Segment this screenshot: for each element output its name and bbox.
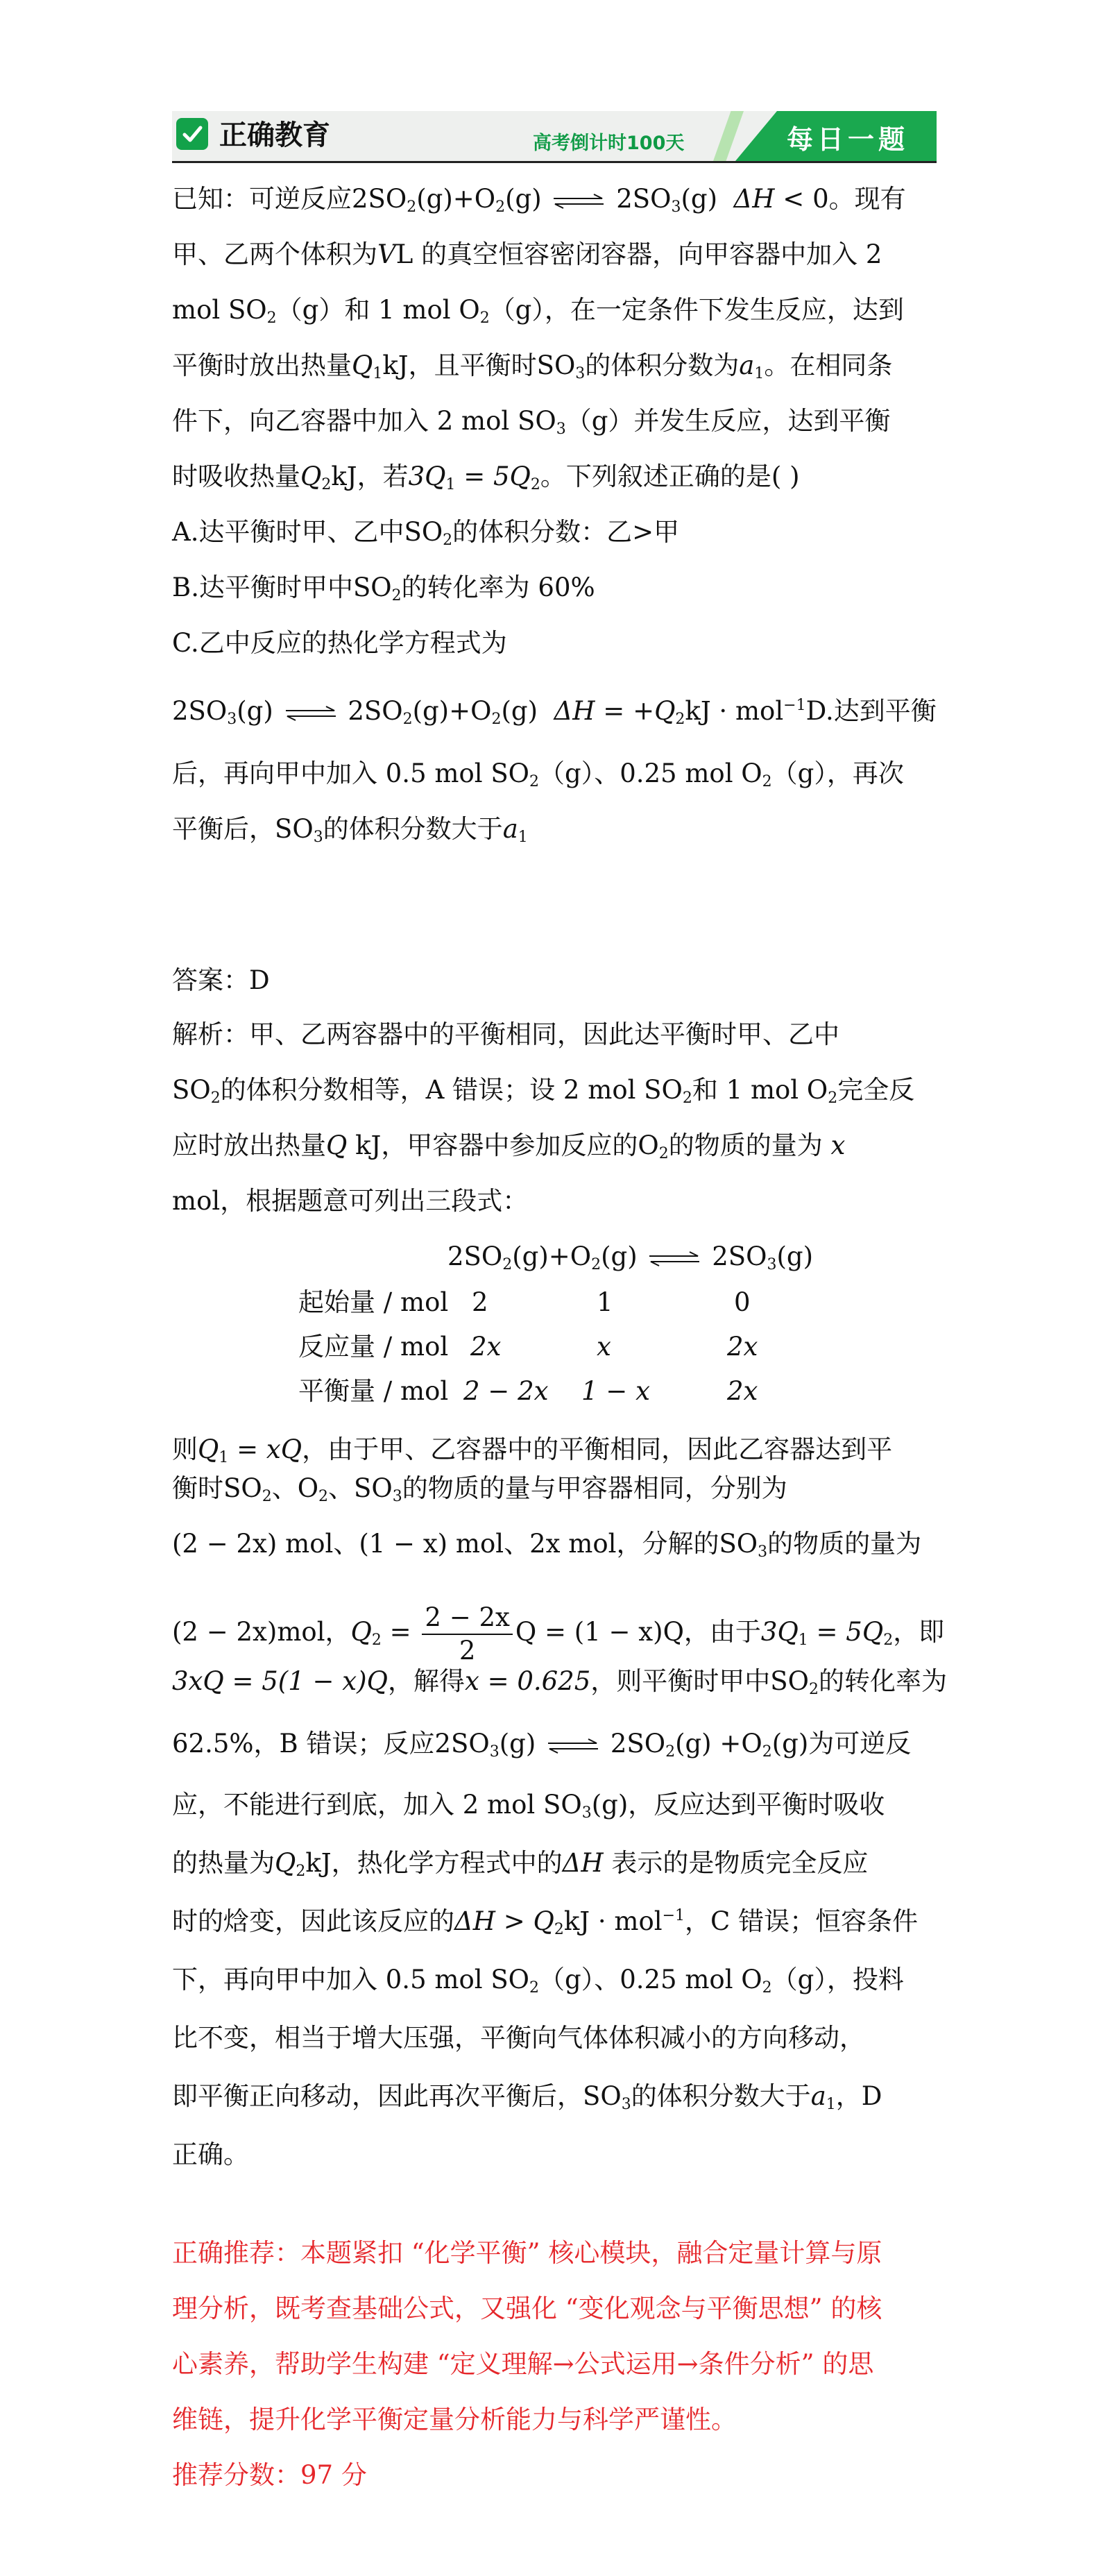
question-line-2: 甲、乙两个体积为VL 的真空恒容密闭容器，向甲容器中加入 2: [172, 239, 882, 269]
brand-name: 正确教育: [219, 119, 330, 151]
analysis-line-16: 即平衡正向移动，因此再次平衡后，$SO_3$的体积分数大于$a_1$，D: [172, 2081, 882, 2113]
analysis-line-9: 3xQ = 5(1 − x)Q，解得x = 0.625，则平衡时甲中$SO_2$的转化率为: [172, 1666, 947, 1698]
fraction: $\frac{2 - 2x}{2}$: [422, 1602, 512, 1667]
question-line-3: mol $SO_2(g)$和 1 mol $O_2(g)$，在一定条件下发生反应，达到: [172, 295, 904, 327]
header-bar: [172, 111, 937, 163]
analysis-line-2: $SO_2$的体积分数相等，A 错误；设 2 mol $SO_2$和 1 mol $O_2$完全反: [172, 1075, 915, 1107]
countdown-text: 高考倒计时100天: [533, 133, 685, 154]
analysis-line-10: 62.5%，B 错误；反应$2SO_3(g)$ $2SO_2(g) +O_2(g)$为可逆反: [172, 1729, 912, 1761]
answer-label: 答案：D: [172, 965, 270, 995]
table-cell: 2: [472, 1287, 488, 1317]
recommend-line-3: 心素养，帮助学生构建 “定义理解→公式运用→条件分析” 的思: [172, 2349, 874, 2379]
question-line-6: 时吸收热量$Q_2kJ$，若$3Q_1 = 5Q_2$。下列叙述正确的是( ): [172, 461, 800, 493]
reversible-arrow-icon: [552, 193, 605, 210]
row-label: 平衡量 / mol: [298, 1376, 449, 1406]
analysis-line-3: 应时放出热量Q kJ，甲容器中参加反应的$O_2$的物质的量为 x: [172, 1130, 846, 1162]
analysis-line-6: 衡时$SO_2$、$O_2$、$SO_3$的物质的量与甲容器相同，分别为: [172, 1473, 787, 1505]
analysis-line-4: mol，根据题意可列出三段式：: [172, 1186, 529, 1216]
analysis-line-12: 的热量为$Q_2kJ$，热化学方程式中的ΔH 表示的是物质完全反应: [172, 1848, 869, 1880]
reversible-arrow-icon: [547, 1738, 599, 1754]
analysis-line-8: (2 − 2x)mol，$Q_2$ = $\frac{2 - 2x}{2}$ Q = (1 − x)Q，由于$3Q_1 = 5Q_2$，即: [172, 1602, 945, 1666]
option-d-line-2: 平衡后，$SO_3$的体积分数大于$a_1$: [172, 814, 528, 846]
option-d-line-1: 后，再向甲中加入 0.5 mol $SO_2(g)$、0.25 mol $O_2(g)$，再次: [172, 759, 904, 790]
recommend-line-1: 正确推荐：本题紧扣 “化学平衡” 核心模块，融合定量计算与原: [172, 2238, 882, 2268]
table-cell: 2x: [727, 1332, 758, 1362]
row-label: 反应量 / mol: [298, 1332, 449, 1362]
recommend-score: 推荐分数：97 分: [172, 2460, 367, 2490]
row-label: 起始量 / mol: [298, 1287, 449, 1317]
question-line-5: 件下，向乙容器中加入 2 mol $SO_3(g)$并发生反应，达到平衡: [172, 406, 891, 438]
reversible-arrow-icon: [648, 1251, 701, 1267]
analysis-line-11: 应，不能进行到底，加入 2 mol $SO_3(g)$，反应达到平衡时吸收: [172, 1790, 885, 1822]
table-cell: x: [597, 1332, 611, 1362]
table-cell: 1 − x: [581, 1376, 650, 1406]
analysis-line-5: 则$Q_1$ = xQ，由于甲、乙容器中的平衡相同，因此乙容器达到平: [172, 1434, 893, 1466]
table-cell: 2x: [727, 1376, 758, 1406]
recommend-line-2: 理分析，既考查基础公式，又强化 “变化观念与平衡思想” 的核: [172, 2294, 882, 2323]
option-a: A.达平衡时甲、乙中$SO_2$的体积分数：乙>甲: [172, 517, 680, 549]
recommend-line-4: 维链，提升化学平衡定量分析能力与科学严谨性。: [172, 2405, 737, 2434]
table-cell: 2 − 2x: [463, 1376, 549, 1406]
table-cell: 1: [597, 1287, 613, 1317]
three-stage-equation: $2SO_2(g)+O_2(g)$ $2SO_3(g)$: [447, 1242, 814, 1273]
analysis-line-13: 时的焓变，因此该反应的$\Delta H > Q_2kJ \cdot mol^{-1}$，C 错误；恒容条件: [172, 1906, 919, 1938]
table-cell: 0: [734, 1287, 751, 1317]
analysis-line-17: 正确。: [172, 2139, 249, 2169]
check-icon: [176, 118, 208, 150]
analysis-line-14: 下，再向甲中加入 0.5 mol $SO_2(g)$、0.25 mol $O_2(g)$，投料: [172, 1965, 904, 1997]
banner-stripe: [713, 111, 744, 161]
analysis-line-15: 比不变，相当于增大压强，平衡向气体体积减小的方向移动，: [172, 2023, 865, 2053]
question-line-4: 平衡时放出热量$Q_1kJ$，且平衡时$SO_3$的体积分数为$a_1$。在相同条: [172, 350, 893, 382]
banner-label: 每日一题: [786, 124, 909, 155]
analysis-line-1: 解析：甲、乙两容器中的平衡相同，因此达平衡时甲、乙中: [172, 1019, 839, 1049]
option-b: B.达平衡时甲中$SO_2$的转化率为 60%: [172, 573, 595, 604]
option-c: C.乙中反应的热化学方程式为: [172, 628, 507, 658]
table-cell: 2x: [470, 1332, 502, 1362]
question-line-1: 已知：可逆反应$2SO_2(g)+O_2(g)$ $2SO_3(g) \Delta H < 0$。现有: [172, 184, 906, 216]
option-c-equation: $2SO_3(g)$ $2SO_2(g)+O_2(g) \Delta H = +Q_2kJ \cdot mol^{-1}D$.达到平衡: [172, 696, 937, 728]
reversible-arrow-icon: [284, 705, 337, 722]
analysis-line-7: (2 − 2x) mol、(1 − x) mol、2x mol，分解的$SO_3$的物质的量为: [172, 1529, 922, 1561]
